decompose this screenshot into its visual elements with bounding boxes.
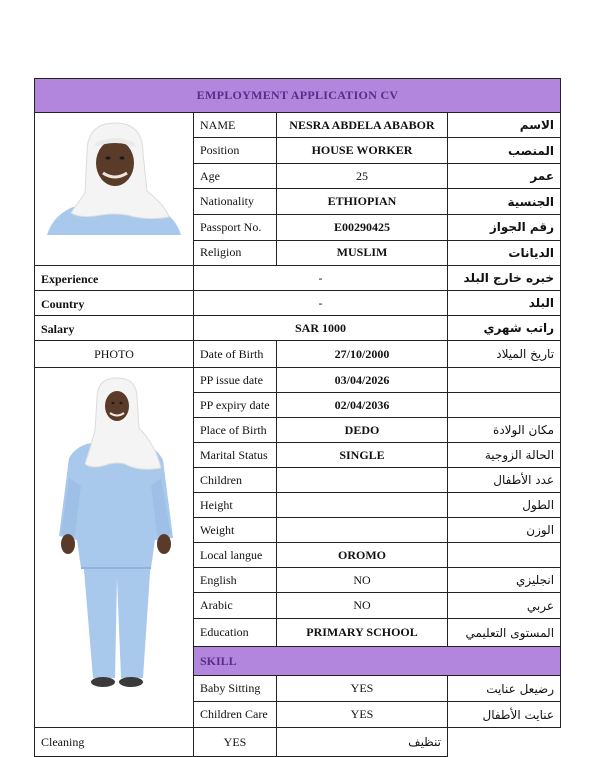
- field-label: Marital Status: [194, 443, 277, 468]
- field-label-ar: [448, 393, 561, 418]
- form-title: EMPLOYMENT APPLICATION CV: [35, 79, 561, 113]
- field-value: [277, 518, 448, 543]
- field-label-ar: الاسم: [448, 113, 561, 138]
- field-label: NAME: [194, 113, 277, 138]
- field-label: Date of Birth: [194, 341, 277, 368]
- skill-label: Cleaning: [35, 728, 194, 757]
- field-value: NESRA ABDELA ABABOR: [277, 113, 448, 138]
- field-label: Children: [194, 468, 277, 493]
- field-label: Local langue: [194, 543, 277, 568]
- row-pp-issue: [35, 368, 561, 393]
- field-value: 02/04/2036: [277, 393, 448, 418]
- field-label: Arabic: [194, 593, 277, 619]
- skill-label-ar: رضيعل عنايت: [448, 676, 561, 702]
- field-label-ar: الطول: [448, 493, 561, 518]
- field-label: Nationality: [194, 189, 277, 214]
- skill-header: SKILL: [194, 647, 561, 676]
- row-experience: [35, 266, 561, 291]
- field-label: Education: [194, 619, 277, 647]
- field-label: Religion: [194, 240, 277, 265]
- field-label-ar: رقم الجواز: [448, 214, 561, 240]
- field-label-ar: الديانات: [448, 240, 561, 265]
- field-value: NO: [277, 568, 448, 593]
- field-label-ar: تاريخ الميلاد: [448, 341, 561, 368]
- field-label-ar: عربي: [448, 593, 561, 619]
- field-value: 25: [277, 164, 448, 189]
- field-value: MUSLIM: [277, 240, 448, 265]
- field-label-ar: راتب شهري: [448, 316, 561, 341]
- field-label-ar: المستوى التعليمي: [448, 619, 561, 647]
- field-label: Place of Birth: [194, 418, 277, 443]
- field-label: PP expiry date: [194, 393, 277, 418]
- field-value: DEDO: [277, 418, 448, 443]
- field-label-ar: الحالة الزوجية: [448, 443, 561, 468]
- field-value: [277, 468, 448, 493]
- field-label: Salary: [35, 316, 194, 341]
- field-label: Age: [194, 164, 277, 189]
- field-value: -: [194, 266, 448, 291]
- field-label-ar: [448, 368, 561, 393]
- field-label-ar: انجليزي: [448, 568, 561, 593]
- applicant-full-body-image: [35, 368, 193, 702]
- row-dob: [35, 341, 561, 368]
- field-label-ar: عدد الأطفال: [448, 468, 561, 493]
- field-value: [277, 493, 448, 518]
- full-body-photo-cell: [35, 368, 194, 728]
- field-label: Experience: [35, 266, 194, 291]
- field-value: -: [194, 291, 448, 316]
- field-label: English: [194, 568, 277, 593]
- field-value: 03/04/2026: [277, 368, 448, 393]
- field-label: Position: [194, 138, 277, 164]
- cv-form-table: [34, 78, 561, 757]
- skill-label: Baby Sitting: [194, 676, 277, 702]
- skill-label: Children Care: [194, 702, 277, 728]
- field-value: SAR 1000: [194, 316, 448, 341]
- applicant-portrait-image: [35, 113, 193, 265]
- field-value: 27/10/2000: [277, 341, 448, 368]
- field-label-ar: المنصب: [448, 138, 561, 164]
- field-label-ar: مكان الولادة: [448, 418, 561, 443]
- row-name: [35, 113, 561, 138]
- skill-value: YES: [277, 676, 448, 702]
- field-label-ar: الجنسية: [448, 189, 561, 214]
- row-salary: [35, 316, 561, 341]
- skill-value: YES: [277, 702, 448, 728]
- field-label-ar: البلد: [448, 291, 561, 316]
- field-label: Passport No.: [194, 214, 277, 240]
- field-label-ar: الوزن: [448, 518, 561, 543]
- portrait-photo-cell: [35, 113, 194, 266]
- photo-label: PHOTO: [35, 341, 194, 368]
- row-skill-cleaning: [35, 728, 561, 757]
- row-country: [35, 291, 561, 316]
- skill-label-ar: عنايت الأطفال: [448, 702, 561, 728]
- field-label: Country: [35, 291, 194, 316]
- field-label: Height: [194, 493, 277, 518]
- field-value: OROMO: [277, 543, 448, 568]
- field-value: SINGLE: [277, 443, 448, 468]
- skill-value: YES: [194, 728, 277, 757]
- skill-label-ar: تنظيف: [277, 728, 448, 757]
- field-value: E00290425: [277, 214, 448, 240]
- field-label-ar: [448, 543, 561, 568]
- field-label-ar: خبره خارج البلد: [448, 266, 561, 291]
- field-label: Weight: [194, 518, 277, 543]
- field-value: PRIMARY SCHOOL: [277, 619, 448, 647]
- field-value: HOUSE WORKER: [277, 138, 448, 164]
- field-value: NO: [277, 593, 448, 619]
- field-value: ETHIOPIAN: [277, 189, 448, 214]
- field-label-ar: عمر: [448, 164, 561, 189]
- field-label: PP issue date: [194, 368, 277, 393]
